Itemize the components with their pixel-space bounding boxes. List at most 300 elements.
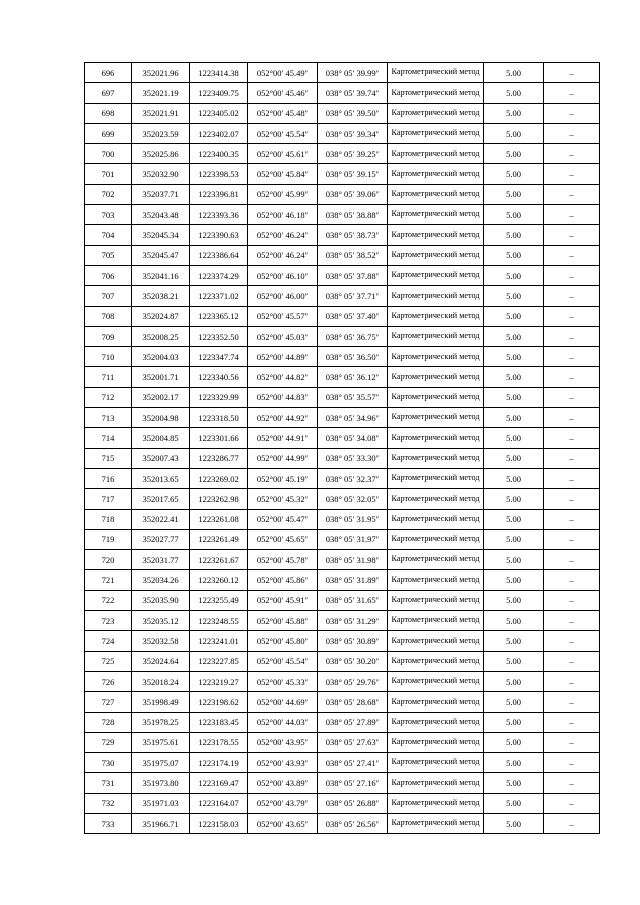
latitude-cell: 052°00′ 46.18″	[248, 205, 318, 225]
y-coordinate-cell: 1223261.67	[190, 550, 248, 570]
method-cell: Картометрический метод	[388, 611, 484, 631]
accuracy-cell: 5.00	[484, 651, 544, 671]
x-coordinate-cell: 352024.64	[132, 651, 190, 671]
accuracy-cell: 5.00	[484, 387, 544, 407]
x-coordinate-cell: 352022.41	[132, 509, 190, 529]
point-number-cell: 719	[85, 529, 132, 549]
latitude-cell: 052°00′ 45.78″	[248, 550, 318, 570]
x-coordinate-cell: 351973.80	[132, 773, 190, 793]
y-coordinate-cell: 1223241.01	[190, 631, 248, 651]
accuracy-cell: 5.00	[484, 631, 544, 651]
y-coordinate-cell: 1223396.81	[190, 184, 248, 204]
latitude-cell: 052°00′ 46.00″	[248, 286, 318, 306]
longitude-cell: 038° 05′ 27.89″	[318, 712, 388, 732]
note-cell: –	[544, 732, 600, 752]
point-number-cell: 730	[85, 753, 132, 773]
point-number-cell: 718	[85, 509, 132, 529]
note-cell: –	[544, 773, 600, 793]
table-row	[85, 631, 600, 651]
y-coordinate-cell: 1223405.02	[190, 103, 248, 123]
x-coordinate-cell: 351975.07	[132, 753, 190, 773]
y-coordinate-cell: 1223340.56	[190, 367, 248, 387]
accuracy-cell: 5.00	[484, 306, 544, 326]
longitude-cell: 038° 05′ 26.56″	[318, 813, 388, 833]
x-coordinate-cell: 351971.03	[132, 793, 190, 813]
longitude-cell: 038° 05′ 38.88″	[318, 205, 388, 225]
method-cell: Картометрический метод	[388, 692, 484, 712]
table-row	[85, 793, 600, 813]
accuracy-cell: 5.00	[484, 773, 544, 793]
latitude-cell: 052°00′ 45.49″	[248, 63, 318, 83]
method-cell: Картометрический метод	[388, 205, 484, 225]
table-row	[85, 732, 600, 752]
x-coordinate-cell: 352045.47	[132, 245, 190, 265]
table-row	[85, 509, 600, 529]
note-cell: –	[544, 509, 600, 529]
table-row	[85, 286, 600, 306]
x-coordinate-cell: 352024.87	[132, 306, 190, 326]
point-number-cell: 728	[85, 712, 132, 732]
x-coordinate-cell: 352021.96	[132, 63, 190, 83]
x-coordinate-cell: 351966.71	[132, 813, 190, 833]
point-number-cell: 729	[85, 732, 132, 752]
latitude-cell: 052°00′ 45.65″	[248, 529, 318, 549]
method-cell: Картометрический метод	[388, 509, 484, 529]
note-cell: –	[544, 347, 600, 367]
latitude-cell: 052°00′ 45.91″	[248, 590, 318, 610]
note-cell: –	[544, 367, 600, 387]
note-cell: –	[544, 103, 600, 123]
y-coordinate-cell: 1223301.66	[190, 428, 248, 448]
point-number-cell: 698	[85, 103, 132, 123]
latitude-cell: 052°00′ 45.33″	[248, 671, 318, 691]
note-cell: –	[544, 63, 600, 83]
y-coordinate-cell: 1223183.45	[190, 712, 248, 732]
latitude-cell: 052°00′ 46.24″	[248, 245, 318, 265]
method-cell: Картометрический метод	[388, 367, 484, 387]
table-row	[85, 347, 600, 367]
coordinates-table-body	[85, 63, 600, 834]
table-row	[85, 468, 600, 488]
y-coordinate-cell: 1223329.99	[190, 387, 248, 407]
y-coordinate-cell: 1223371.02	[190, 286, 248, 306]
point-number-cell: 713	[85, 408, 132, 428]
note-cell: –	[544, 306, 600, 326]
y-coordinate-cell: 1223260.12	[190, 570, 248, 590]
latitude-cell: 052°00′ 43.93″	[248, 753, 318, 773]
table-row	[85, 164, 600, 184]
method-cell: Картометрический метод	[388, 631, 484, 651]
note-cell: –	[544, 631, 600, 651]
point-number-cell: 707	[85, 286, 132, 306]
y-coordinate-cell: 1223393.36	[190, 205, 248, 225]
method-cell: Картометрический метод	[388, 63, 484, 83]
method-cell: Картометрический метод	[388, 793, 484, 813]
latitude-cell: 052°00′ 45.54″	[248, 651, 318, 671]
table-row	[85, 306, 600, 326]
x-coordinate-cell: 352038.21	[132, 286, 190, 306]
point-number-cell: 725	[85, 651, 132, 671]
table-row	[85, 265, 600, 285]
longitude-cell: 038° 05′ 31.95″	[318, 509, 388, 529]
y-coordinate-cell: 1223219.27	[190, 671, 248, 691]
accuracy-cell: 5.00	[484, 813, 544, 833]
latitude-cell: 052°00′ 45.03″	[248, 326, 318, 346]
table-row	[85, 590, 600, 610]
accuracy-cell: 5.00	[484, 428, 544, 448]
longitude-cell: 038° 05′ 31.65″	[318, 590, 388, 610]
y-coordinate-cell: 1223261.08	[190, 509, 248, 529]
method-cell: Картометрический метод	[388, 448, 484, 468]
y-coordinate-cell: 1223174.19	[190, 753, 248, 773]
note-cell: –	[544, 225, 600, 245]
accuracy-cell: 5.00	[484, 103, 544, 123]
table-row	[85, 408, 600, 428]
longitude-cell: 038° 05′ 34.96″	[318, 408, 388, 428]
table-row	[85, 367, 600, 387]
point-number-cell: 720	[85, 550, 132, 570]
longitude-cell: 038° 05′ 37.88″	[318, 265, 388, 285]
y-coordinate-cell: 1223269.02	[190, 468, 248, 488]
longitude-cell: 038° 05′ 28.68″	[318, 692, 388, 712]
x-coordinate-cell: 352027.77	[132, 529, 190, 549]
accuracy-cell: 5.00	[484, 144, 544, 164]
table-row	[85, 692, 600, 712]
accuracy-cell: 5.00	[484, 611, 544, 631]
table-row	[85, 245, 600, 265]
latitude-cell: 052°00′ 46.24″	[248, 225, 318, 245]
longitude-cell: 038° 05′ 39.99″	[318, 63, 388, 83]
table-row	[85, 428, 600, 448]
point-number-cell: 722	[85, 590, 132, 610]
latitude-cell: 052°00′ 43.79″	[248, 793, 318, 813]
latitude-cell: 052°00′ 45.61″	[248, 144, 318, 164]
latitude-cell: 052°00′ 44.89″	[248, 347, 318, 367]
y-coordinate-cell: 1223262.98	[190, 489, 248, 509]
latitude-cell: 052°00′ 45.46″	[248, 83, 318, 103]
accuracy-cell: 5.00	[484, 590, 544, 610]
y-coordinate-cell: 1223352.50	[190, 326, 248, 346]
accuracy-cell: 5.00	[484, 205, 544, 225]
point-number-cell: 701	[85, 164, 132, 184]
x-coordinate-cell: 352037.71	[132, 184, 190, 204]
y-coordinate-cell: 1223414.38	[190, 63, 248, 83]
point-number-cell: 709	[85, 326, 132, 346]
table-row	[85, 753, 600, 773]
y-coordinate-cell: 1223318.50	[190, 408, 248, 428]
method-cell: Картометрический метод	[388, 590, 484, 610]
method-cell: Картометрический метод	[388, 265, 484, 285]
longitude-cell: 038° 05′ 39.50″	[318, 103, 388, 123]
longitude-cell: 038° 05′ 38.73″	[318, 225, 388, 245]
table-row	[85, 83, 600, 103]
accuracy-cell: 5.00	[484, 184, 544, 204]
y-coordinate-cell: 1223261.49	[190, 529, 248, 549]
latitude-cell: 052°00′ 43.89″	[248, 773, 318, 793]
note-cell: –	[544, 611, 600, 631]
longitude-cell: 038° 05′ 39.74″	[318, 83, 388, 103]
x-coordinate-cell: 352004.85	[132, 428, 190, 448]
y-coordinate-cell: 1223386.64	[190, 245, 248, 265]
note-cell: –	[544, 245, 600, 265]
point-number-cell: 712	[85, 387, 132, 407]
longitude-cell: 038° 05′ 30.20″	[318, 651, 388, 671]
x-coordinate-cell: 352032.58	[132, 631, 190, 651]
table-row	[85, 326, 600, 346]
latitude-cell: 052°00′ 43.65″	[248, 813, 318, 833]
point-number-cell: 732	[85, 793, 132, 813]
table-row	[85, 205, 600, 225]
table-row	[85, 712, 600, 732]
method-cell: Картометрический метод	[388, 489, 484, 509]
y-coordinate-cell: 1223402.07	[190, 123, 248, 143]
longitude-cell: 038° 05′ 27.16″	[318, 773, 388, 793]
accuracy-cell: 5.00	[484, 326, 544, 346]
accuracy-cell: 5.00	[484, 286, 544, 306]
longitude-cell: 038° 05′ 29.76″	[318, 671, 388, 691]
longitude-cell: 038° 05′ 27.41″	[318, 753, 388, 773]
accuracy-cell: 5.00	[484, 550, 544, 570]
note-cell: –	[544, 813, 600, 833]
method-cell: Картометрический метод	[388, 164, 484, 184]
longitude-cell: 038° 05′ 30.89″	[318, 631, 388, 651]
point-number-cell: 702	[85, 184, 132, 204]
method-cell: Картометрический метод	[388, 123, 484, 143]
table-row	[85, 144, 600, 164]
longitude-cell: 038° 05′ 27.63″	[318, 732, 388, 752]
accuracy-cell: 5.00	[484, 793, 544, 813]
y-coordinate-cell: 1223398.53	[190, 164, 248, 184]
method-cell: Картометрический метод	[388, 813, 484, 833]
x-coordinate-cell: 352002.17	[132, 387, 190, 407]
x-coordinate-cell: 352021.91	[132, 103, 190, 123]
note-cell: –	[544, 712, 600, 732]
point-number-cell: 708	[85, 306, 132, 326]
latitude-cell: 052°00′ 46.10″	[248, 265, 318, 285]
note-cell: –	[544, 387, 600, 407]
table-row	[85, 570, 600, 590]
point-number-cell: 724	[85, 631, 132, 651]
latitude-cell: 052°00′ 44.92″	[248, 408, 318, 428]
method-cell: Картометрический метод	[388, 326, 484, 346]
longitude-cell: 038° 05′ 39.34″	[318, 123, 388, 143]
accuracy-cell: 5.00	[484, 489, 544, 509]
note-cell: –	[544, 753, 600, 773]
method-cell: Картометрический метод	[388, 408, 484, 428]
method-cell: Картометрический метод	[388, 712, 484, 732]
x-coordinate-cell: 352021.19	[132, 83, 190, 103]
table-row	[85, 773, 600, 793]
note-cell: –	[544, 651, 600, 671]
table-row	[85, 387, 600, 407]
table-row	[85, 63, 600, 83]
point-number-cell: 714	[85, 428, 132, 448]
point-number-cell: 717	[85, 489, 132, 509]
y-coordinate-cell: 1223365.12	[190, 306, 248, 326]
method-cell: Картометрический метод	[388, 671, 484, 691]
note-cell: –	[544, 326, 600, 346]
y-coordinate-cell: 1223390.63	[190, 225, 248, 245]
point-number-cell: 731	[85, 773, 132, 793]
longitude-cell: 038° 05′ 36.12″	[318, 367, 388, 387]
latitude-cell: 052°00′ 45.19″	[248, 468, 318, 488]
method-cell: Картометрический метод	[388, 83, 484, 103]
point-number-cell: 704	[85, 225, 132, 245]
method-cell: Картометрический метод	[388, 732, 484, 752]
note-cell: –	[544, 184, 600, 204]
note-cell: –	[544, 550, 600, 570]
latitude-cell: 052°00′ 45.32″	[248, 489, 318, 509]
longitude-cell: 038° 05′ 39.25″	[318, 144, 388, 164]
accuracy-cell: 5.00	[484, 712, 544, 732]
point-number-cell: 733	[85, 813, 132, 833]
y-coordinate-cell: 1223198.62	[190, 692, 248, 712]
table-row	[85, 611, 600, 631]
table-row	[85, 813, 600, 833]
x-coordinate-cell: 352017.65	[132, 489, 190, 509]
longitude-cell: 038° 05′ 31.89″	[318, 570, 388, 590]
note-cell: –	[544, 286, 600, 306]
x-coordinate-cell: 352018.24	[132, 671, 190, 691]
y-coordinate-cell: 1223227.85	[190, 651, 248, 671]
method-cell: Картометрический метод	[388, 468, 484, 488]
latitude-cell: 052°00′ 45.54″	[248, 123, 318, 143]
note-cell: –	[544, 590, 600, 610]
coordinates-table	[84, 62, 600, 834]
x-coordinate-cell: 352035.90	[132, 590, 190, 610]
accuracy-cell: 5.00	[484, 225, 544, 245]
x-coordinate-cell: 352023.59	[132, 123, 190, 143]
accuracy-cell: 5.00	[484, 753, 544, 773]
note-cell: –	[544, 529, 600, 549]
method-cell: Картометрический метод	[388, 306, 484, 326]
y-coordinate-cell: 1223255.49	[190, 590, 248, 610]
y-coordinate-cell: 1223178.55	[190, 732, 248, 752]
accuracy-cell: 5.00	[484, 671, 544, 691]
method-cell: Картометрический метод	[388, 184, 484, 204]
y-coordinate-cell: 1223164.07	[190, 793, 248, 813]
longitude-cell: 038° 05′ 37.71″	[318, 286, 388, 306]
longitude-cell: 038° 05′ 31.97″	[318, 529, 388, 549]
x-coordinate-cell: 352032.90	[132, 164, 190, 184]
table-row	[85, 529, 600, 549]
table-row	[85, 671, 600, 691]
y-coordinate-cell: 1223347.74	[190, 347, 248, 367]
y-coordinate-cell: 1223374.29	[190, 265, 248, 285]
x-coordinate-cell: 352034.26	[132, 570, 190, 590]
longitude-cell: 038° 05′ 26.88″	[318, 793, 388, 813]
method-cell: Картометрический метод	[388, 651, 484, 671]
latitude-cell: 052°00′ 45.47″	[248, 509, 318, 529]
longitude-cell: 038° 05′ 32.37″	[318, 468, 388, 488]
point-number-cell: 716	[85, 468, 132, 488]
table-row	[85, 550, 600, 570]
method-cell: Картометрический метод	[388, 225, 484, 245]
x-coordinate-cell: 352013.65	[132, 468, 190, 488]
accuracy-cell: 5.00	[484, 347, 544, 367]
accuracy-cell: 5.00	[484, 408, 544, 428]
longitude-cell: 038° 05′ 37.40″	[318, 306, 388, 326]
point-number-cell: 715	[85, 448, 132, 468]
point-number-cell: 696	[85, 63, 132, 83]
note-cell: –	[544, 489, 600, 509]
accuracy-cell: 5.00	[484, 123, 544, 143]
latitude-cell: 052°00′ 45.84″	[248, 164, 318, 184]
latitude-cell: 052°00′ 44.69″	[248, 692, 318, 712]
accuracy-cell: 5.00	[484, 570, 544, 590]
x-coordinate-cell: 352025.86	[132, 144, 190, 164]
point-number-cell: 721	[85, 570, 132, 590]
x-coordinate-cell: 351998.49	[132, 692, 190, 712]
note-cell: –	[544, 265, 600, 285]
method-cell: Картометрический метод	[388, 144, 484, 164]
accuracy-cell: 5.00	[484, 468, 544, 488]
note-cell: –	[544, 692, 600, 712]
note-cell: –	[544, 205, 600, 225]
note-cell: –	[544, 83, 600, 103]
x-coordinate-cell: 352035.12	[132, 611, 190, 631]
latitude-cell: 052°00′ 44.03″	[248, 712, 318, 732]
latitude-cell: 052°00′ 45.80″	[248, 631, 318, 651]
longitude-cell: 038° 05′ 36.50″	[318, 347, 388, 367]
method-cell: Картометрический метод	[388, 570, 484, 590]
method-cell: Картометрический метод	[388, 103, 484, 123]
method-cell: Картометрический метод	[388, 529, 484, 549]
method-cell: Картометрический метод	[388, 753, 484, 773]
longitude-cell: 038° 05′ 35.57″	[318, 387, 388, 407]
longitude-cell: 038° 05′ 31.98″	[318, 550, 388, 570]
y-coordinate-cell: 1223286.77	[190, 448, 248, 468]
x-coordinate-cell: 352041.16	[132, 265, 190, 285]
accuracy-cell: 5.00	[484, 367, 544, 387]
latitude-cell: 052°00′ 43.95″	[248, 732, 318, 752]
y-coordinate-cell: 1223400.35	[190, 144, 248, 164]
accuracy-cell: 5.00	[484, 245, 544, 265]
x-coordinate-cell: 351978.25	[132, 712, 190, 732]
latitude-cell: 052°00′ 45.48″	[248, 103, 318, 123]
note-cell: –	[544, 164, 600, 184]
longitude-cell: 038° 05′ 39.06″	[318, 184, 388, 204]
longitude-cell: 038° 05′ 31.29″	[318, 611, 388, 631]
longitude-cell: 038° 05′ 33.30″	[318, 448, 388, 468]
method-cell: Картометрический метод	[388, 387, 484, 407]
x-coordinate-cell: 352001.71	[132, 367, 190, 387]
accuracy-cell: 5.00	[484, 529, 544, 549]
longitude-cell: 038° 05′ 32.05″	[318, 489, 388, 509]
x-coordinate-cell: 352008.25	[132, 326, 190, 346]
method-cell: Картометрический метод	[388, 773, 484, 793]
note-cell: –	[544, 123, 600, 143]
method-cell: Картометрический метод	[388, 245, 484, 265]
point-number-cell: 726	[85, 671, 132, 691]
accuracy-cell: 5.00	[484, 732, 544, 752]
x-coordinate-cell: 352004.03	[132, 347, 190, 367]
latitude-cell: 052°00′ 45.86″	[248, 570, 318, 590]
x-coordinate-cell: 352043.48	[132, 205, 190, 225]
note-cell: –	[544, 468, 600, 488]
point-number-cell: 706	[85, 265, 132, 285]
latitude-cell: 052°00′ 44.82″	[248, 367, 318, 387]
y-coordinate-cell: 1223169.47	[190, 773, 248, 793]
point-number-cell: 723	[85, 611, 132, 631]
point-number-cell: 705	[85, 245, 132, 265]
accuracy-cell: 5.00	[484, 63, 544, 83]
point-number-cell: 710	[85, 347, 132, 367]
note-cell: –	[544, 144, 600, 164]
y-coordinate-cell: 1223158.03	[190, 813, 248, 833]
point-number-cell: 700	[85, 144, 132, 164]
point-number-cell: 699	[85, 123, 132, 143]
